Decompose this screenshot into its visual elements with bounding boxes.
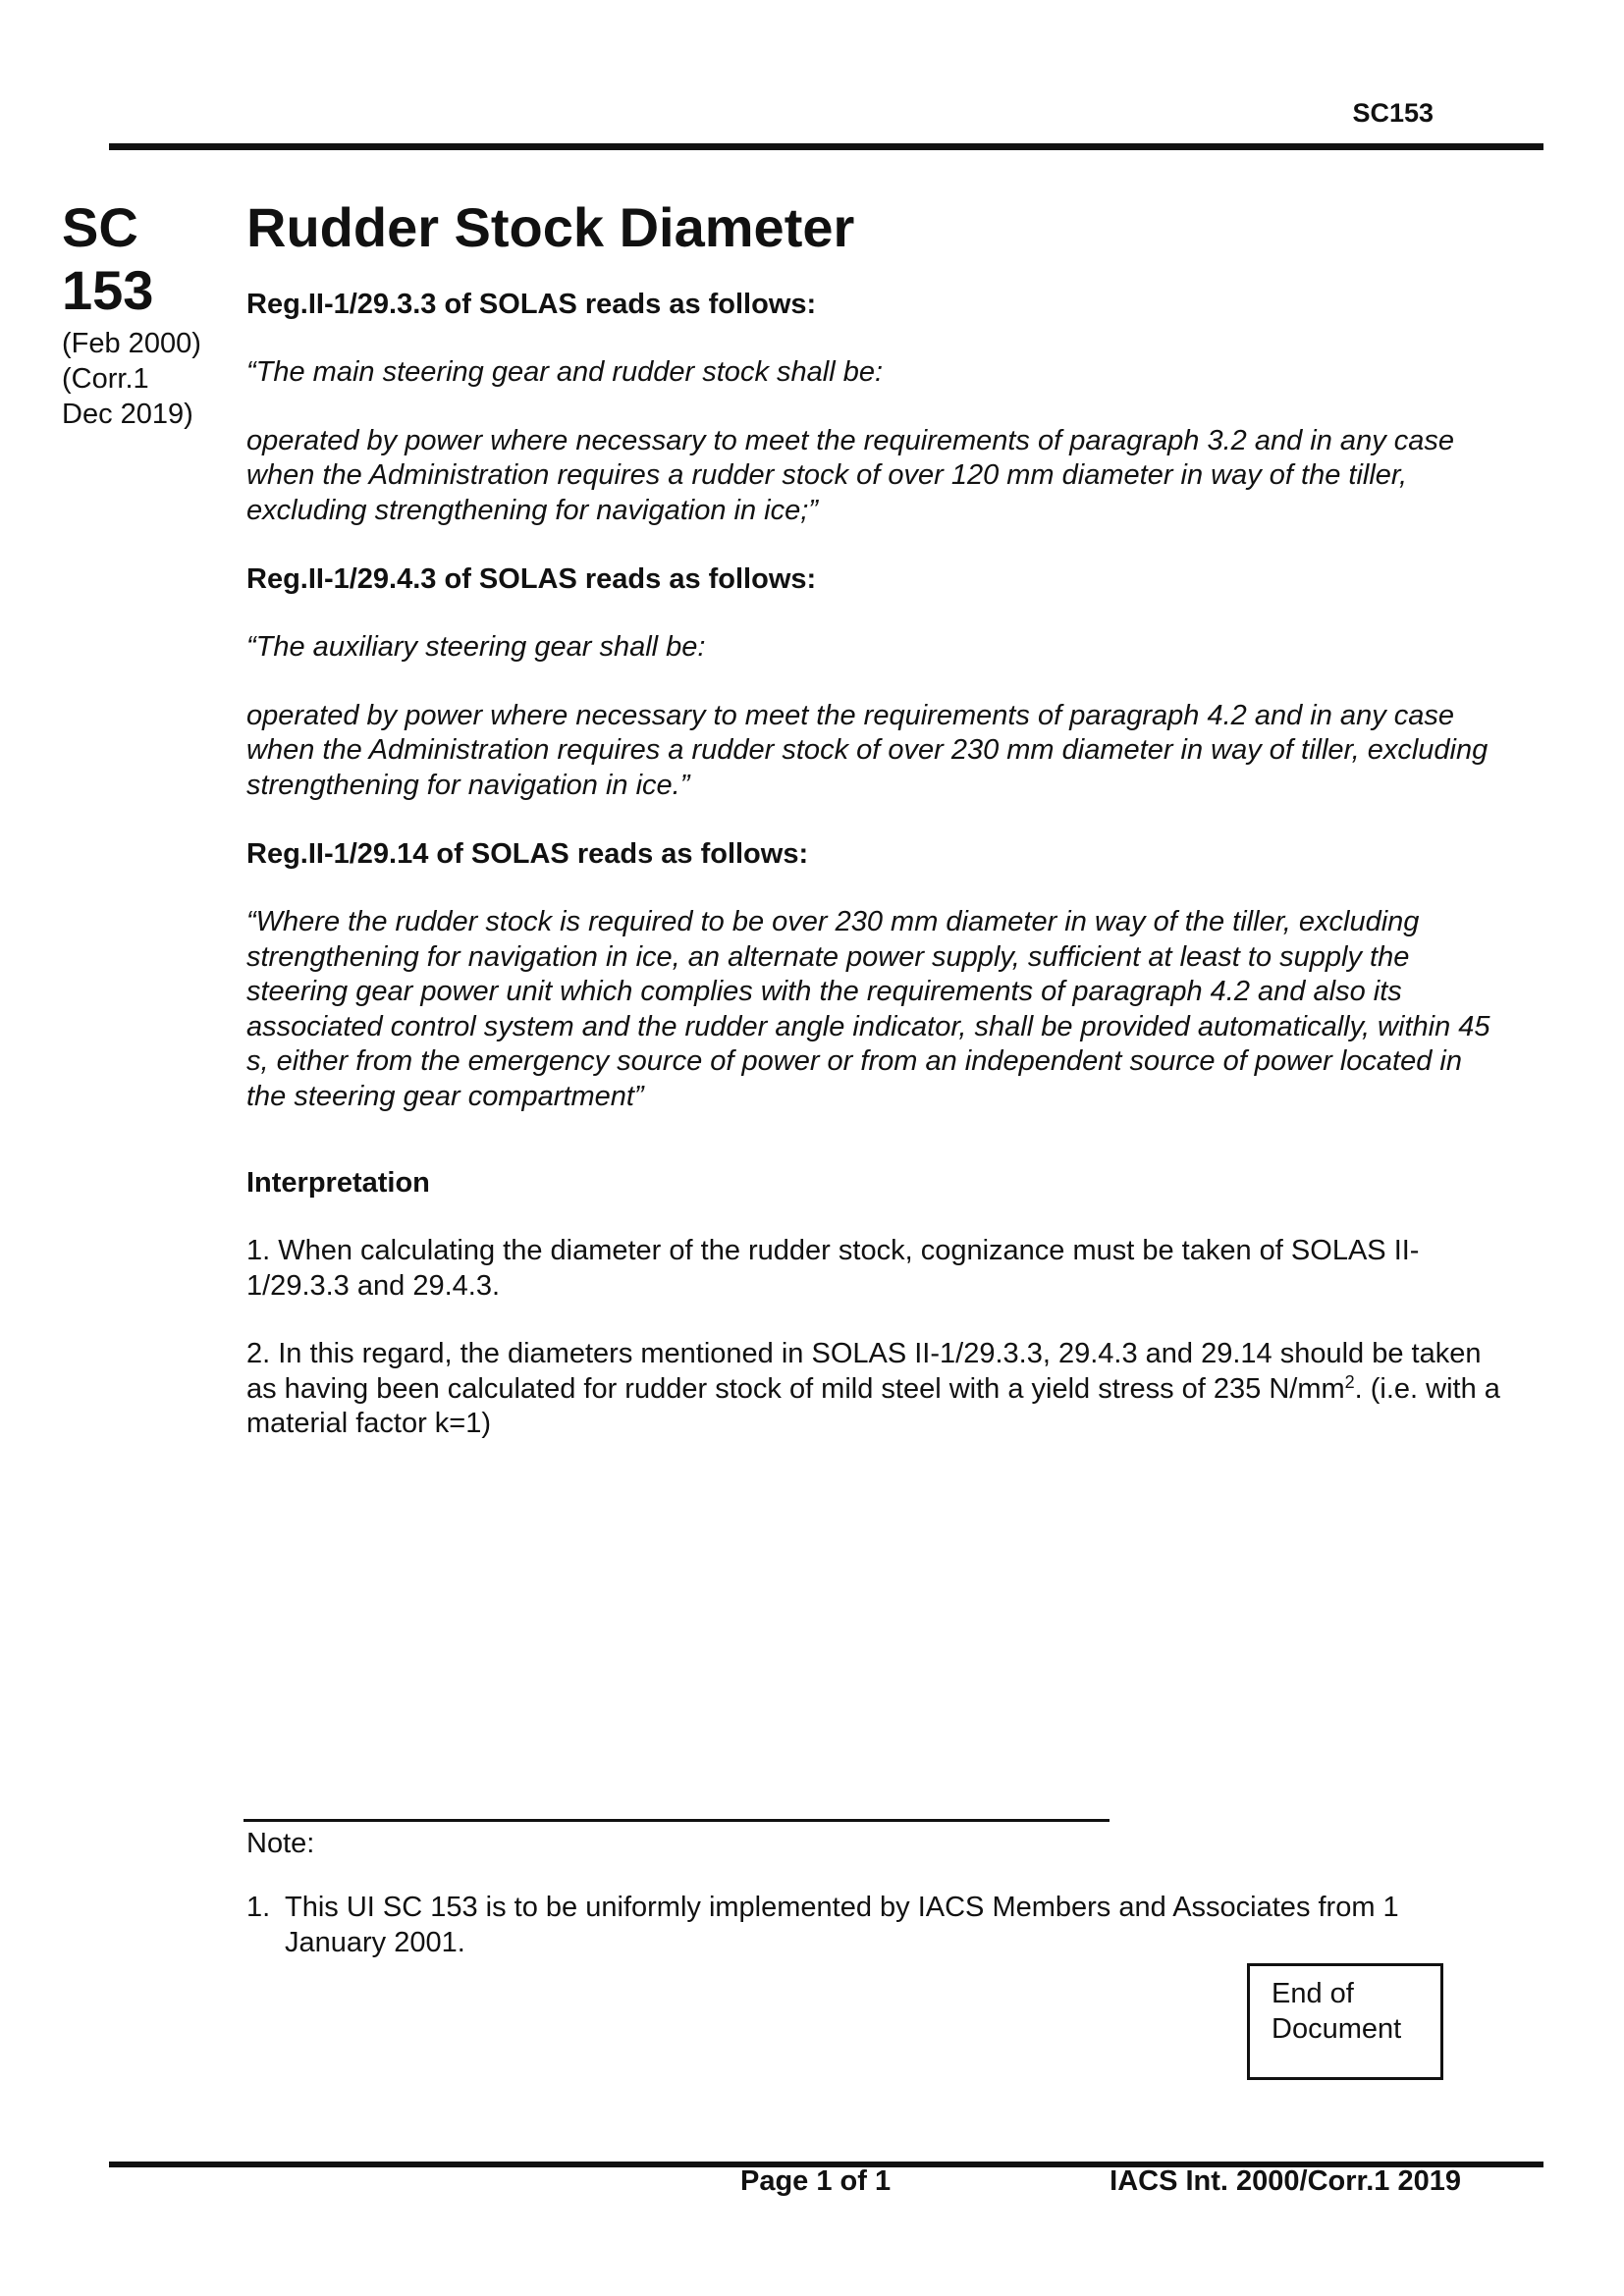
interpretation-heading: Interpretation [246,1167,430,1199]
section-heading-1: Reg.II-1/29.3.3 of SOLAS reads as follows: [246,289,817,320]
note-item [246,1891,1503,1960]
end-of-document-box [1247,1963,1443,2080]
page-title: Rudder Stock Diameter [246,196,855,258]
section-intro-2: “The auxiliary steering gear shall be: [246,631,706,663]
note-item-text: This UI SC 153 is to be uniformly implemented by IACS Members and Associates from 1 January 2001. [285,1892,1399,1958]
interpretation-p2-tail: . (i.e. with a material factor k=1) [246,1372,1500,1439]
section-body-3: “Where the rudder stock is required to be over 230 mm diameter in way of the tiller, excluding strengthening for navigation in ice, an alternate power supply, sufficient at least to supply the steering gear power unit which complies with the requirements of paragraph 4.2 and also its associated control system and the rudder angle indicator, shall be provided automatically, within 45 s, either from the emergency source of power or from an independent source of power located in the steering gear compartment” [246,906,1490,1112]
sidebar-meta [62,326,219,432]
note-label: Note: [246,1828,315,1859]
end-box-line1: End of [1272,1978,1354,2009]
sidebar-date: (Feb 2000) [62,328,201,359]
page-number: Page 1 of 1 [740,2165,892,2197]
section-body-1: operated by power where necessary to meet the requirements of paragraph 3.2 and in any case when the Administration requires a rudder stock of over 120 mm diameter in way of the tiller, excluding strengthening for navigation in ice;” [246,424,1455,526]
end-box-line2: Document [1272,2013,1402,2045]
sidebar-corr: (Corr.1 [62,363,149,395]
section-intro-1: “The main steering gear and rudder stock shall be: [246,356,884,388]
sidebar-code-line1: SC [62,196,138,258]
main-content [246,196,1503,1475]
sidebar [62,196,219,432]
note-item-number: 1. [246,1892,271,1923]
sidebar-corr-date: Dec 2019) [62,399,193,430]
section-heading-2: Reg.II-1/29.4.3 of SOLAS reads as follows: [246,563,817,595]
interpretation-paragraph-1: 1. When calculating the diameter of the rudder stock, cognizance must be taken of SOLAS II-1/29.3.3 and 29.4.3. [246,1235,1420,1302]
interpretation-p2-text: 2. In this regard, the diameters mentioned in SOLAS II-1/29.3.3, 29.4.3 and 29.14 should be taken as having been calculated for rudder stock of mild steel with a yield stress of 235 N/mm [246,1338,1482,1405]
note-divider [244,1819,1110,1822]
interpretation-paragraph-2 [246,1337,1503,1442]
sidebar-code-line2: 153 [62,259,154,321]
section-heading-3: Reg.II-1/29.14 of SOLAS reads as follows: [246,838,809,870]
footer-reference: IACS Int. 2000/Corr.1 2019 [1110,2165,1461,2197]
header-code: SC153 [1352,98,1434,128]
section-body-2: operated by power where necessary to meet the requirements of paragraph 4.2 and in any case when the Administration requires a rudder stock of over 230 mm diameter in way of tiller, excluding strengthening for navigation in ice.” [246,699,1489,801]
header-rule [109,143,1543,150]
superscript-2: 2 [1344,1371,1355,1392]
